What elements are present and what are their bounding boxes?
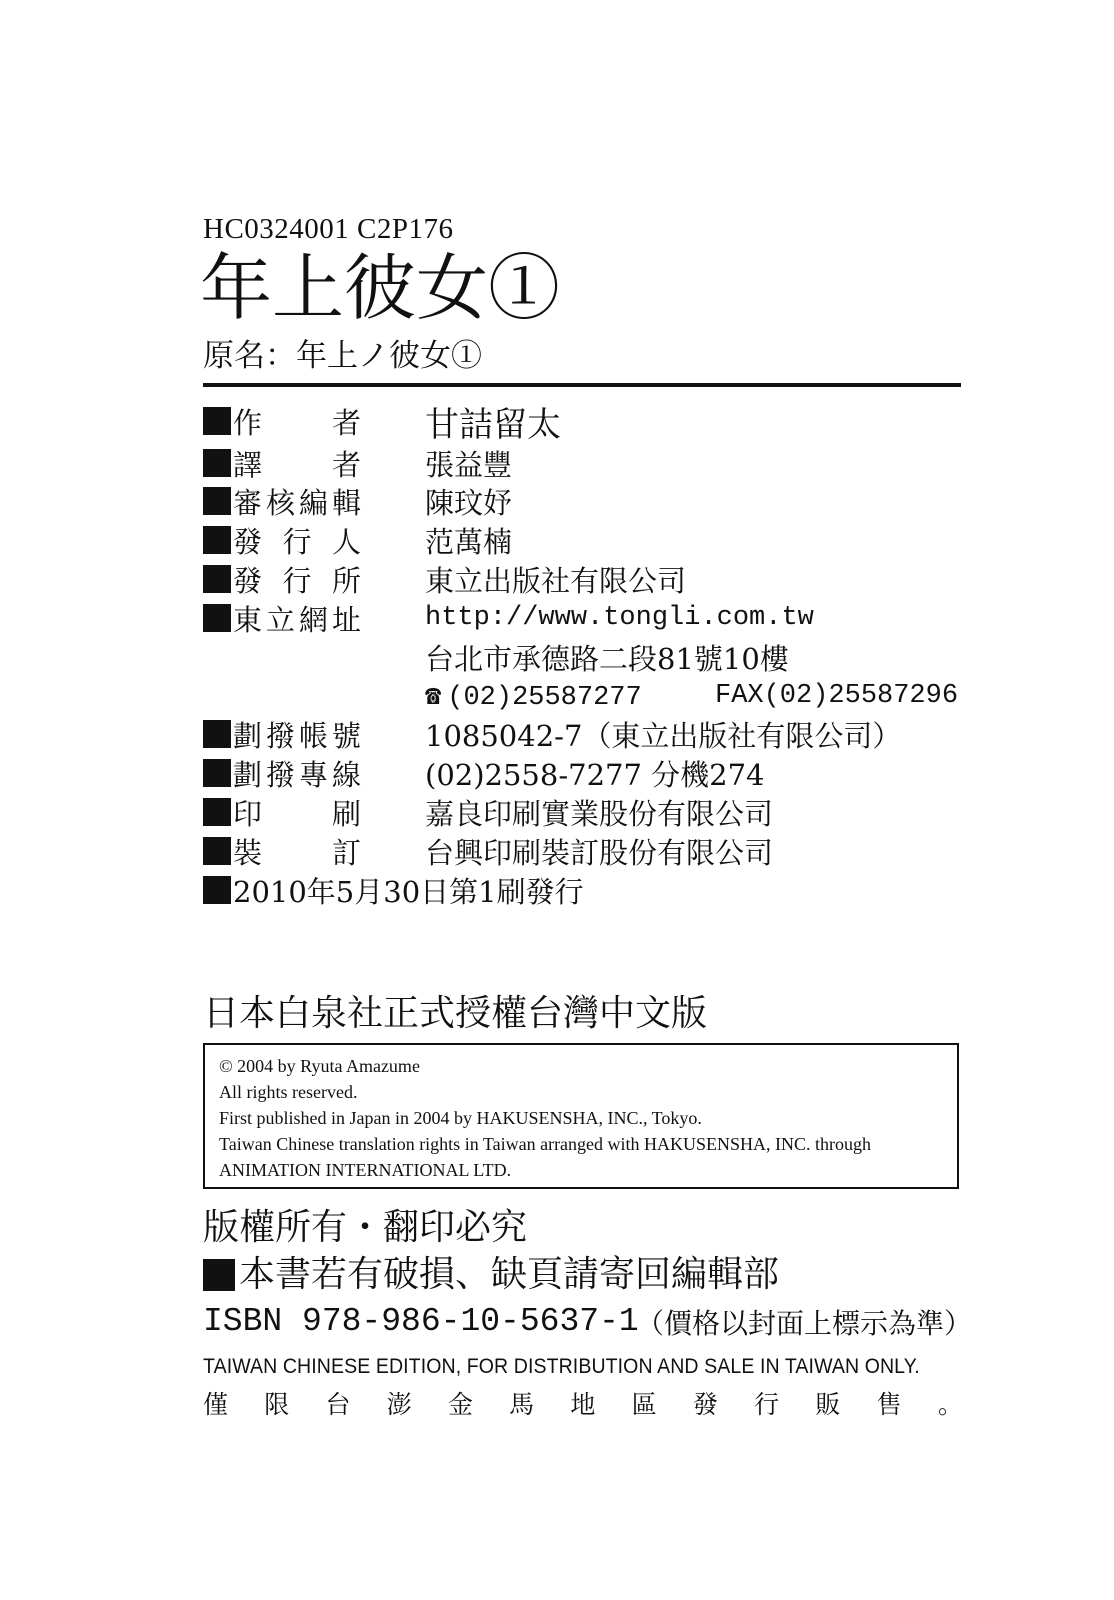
distribution-char: 地 [570,1390,596,1419]
rights-statement: 版權所有・翻印必究 [203,1207,528,1248]
book-title: 年上彼女① [200,246,561,330]
credit-label: 裝 訂 [233,835,361,870]
credit-row-publisher [203,560,687,598]
phone-row [203,677,973,715]
credit-label: 發 行 所 [233,563,361,598]
credit-value: 陳玟妤 [425,485,513,520]
credit-row-publisher-person [203,521,513,559]
credit-row-translator [203,444,513,482]
bullet-square [203,798,231,826]
credit-value: 1085042-7（東立出版社有限公司） [425,718,902,753]
original-title: 原名：年上ノ彼女① [203,338,482,374]
credit-label: 發 行 人 [233,524,361,559]
product-code: HC0324001 C2P176 [203,213,454,245]
distribution-char: 僅 [203,1390,229,1419]
credit-value: 台興印刷裝訂股份有限公司 [425,835,774,870]
credit-label: 譯 者 [233,447,361,482]
distribution-char: 限 [264,1390,290,1419]
address: 台北市承德路二段81號10樓 [425,641,789,676]
isbn: ISBN 978-986-10-5637-1 [203,1303,639,1340]
credit-value: 范萬楠 [425,524,513,559]
distribution-char: 行 [754,1390,780,1419]
bullet-square [203,759,231,787]
license-title: 日本白泉社正式授權台灣中文版 [203,993,708,1034]
credit-label: 印 刷 [233,796,361,831]
title-divider [203,383,961,387]
website-url[interactable]: http://www.tongli.com.tw [425,603,814,633]
distribution-char: 台 [325,1390,351,1419]
distribution-char: 販 [815,1390,841,1419]
copyright-line: First published in Japan in 2004 by HAKUSENSHA, INC., Tokyo. [219,1108,702,1128]
credit-row-author [203,402,561,445]
copyright-line: All rights reserved. [219,1082,358,1102]
price-note: （價格以封面上標示為準） [636,1307,973,1340]
credit-row-editor [203,482,513,520]
bullet-square [203,407,231,435]
copyright-line: ANIMATION INTERNATIONAL LTD. [219,1160,512,1180]
bullet-square [203,1259,235,1291]
distribution-char: 區 [631,1390,657,1419]
credit-row-account [203,715,902,753]
damage-notice [203,1253,779,1297]
bullet-square [203,449,231,477]
bullet-square [203,526,231,554]
credit-label: 劃撥專線 [233,757,361,792]
print-date-row [203,871,584,909]
credit-row-printing [203,793,774,831]
credit-row-hotline [203,754,765,792]
distribution-char: 售 [876,1390,902,1419]
copyright-box [203,1043,959,1189]
bullet-square [203,565,231,593]
distribution-char: 澎 [386,1390,412,1419]
print-date: 2010年5月30日第1刷發行 [233,874,584,909]
distribution-char: 馬 [509,1390,535,1419]
phone-number: (02)25587277 [447,682,642,713]
credit-value: 甘詰留太 [425,404,561,445]
copyright-line: © 2004 by Ryuta Amazume [219,1056,420,1076]
credit-label: 審核編輯 [233,485,361,520]
credit-value: (02)2558-7277 分機274 [425,757,765,792]
edition-notice: TAIWAN CHINESE EDITION, FOR DISTRIBUTION AND SALE IN TAIWAN ONLY. [203,1355,920,1378]
bullet-square [203,876,231,904]
bullet-square [203,487,231,515]
phone-group [425,680,642,713]
distribution-char: 。 [937,1390,963,1419]
credit-label: 東立網址 [233,602,361,637]
credit-value: 張益豐 [425,447,513,482]
damage-notice-text: 本書若有破損、缺頁請寄回編輯部 [239,1254,780,1295]
bullet-square [203,720,231,748]
fax-number: FAX(02)25587296 [715,681,959,711]
credit-row-binding [203,832,774,870]
distribution-char: 金 [447,1390,473,1419]
bullet-square [203,837,231,865]
credit-value: 東立出版社有限公司 [425,563,687,598]
credit-row-website [203,599,814,637]
phone-icon: ☎ [425,682,442,713]
credit-label: 劃撥帳號 [233,718,361,753]
copyright-line: Taiwan Chinese translation rights in Taiwan arranged with HAKUSENSHA, INC. through [219,1134,872,1154]
credit-value: 嘉良印刷實業股份有限公司 [425,796,774,831]
distribution-notice [203,1388,963,1422]
distribution-char: 發 [692,1390,718,1419]
credit-label: 作 者 [233,405,361,440]
bullet-square [203,604,231,632]
